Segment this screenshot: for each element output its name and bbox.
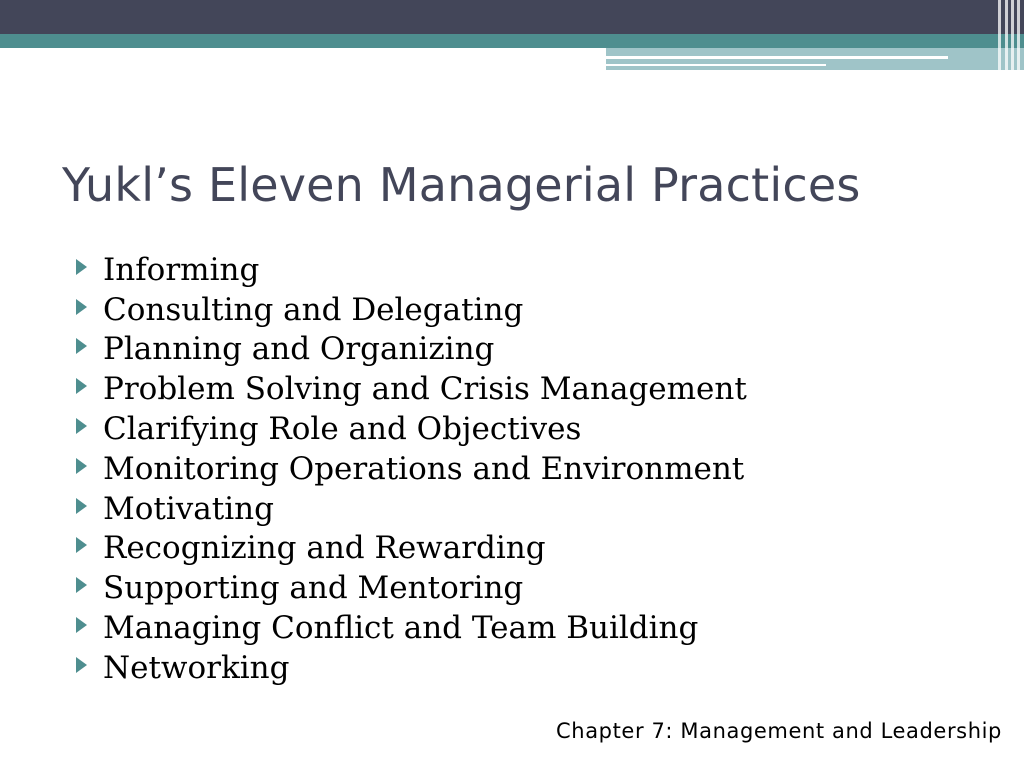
- bullet-item: [76, 409, 747, 449]
- bullet-text: Clarifying Role and Objectives: [103, 411, 582, 448]
- header-stripes: [994, 0, 1024, 70]
- bullet-text: Informing: [103, 251, 260, 288]
- triangle-bullet-icon: [76, 537, 87, 553]
- bullet-item: [76, 608, 747, 648]
- header-light-line: [606, 64, 826, 66]
- triangle-bullet-icon: [76, 299, 87, 315]
- bullet-text: Planning and Organizing: [103, 331, 495, 368]
- header-teal-band: [0, 34, 1024, 48]
- bullet-text: Supporting and Mentoring: [103, 570, 524, 607]
- triangle-bullet-icon: [76, 657, 87, 673]
- triangle-bullet-icon: [76, 498, 87, 514]
- triangle-bullet-icon: [76, 259, 87, 275]
- bullet-item: [76, 250, 747, 290]
- bullet-text: Consulting and Delegating: [103, 291, 524, 328]
- bullet-item: [76, 449, 747, 489]
- header-light-line: [606, 56, 948, 59]
- bullet-text: Managing Conflict and Team Building: [103, 610, 699, 647]
- bullet-item: [76, 330, 747, 370]
- bullet-text: Recognizing and Rewarding: [103, 530, 546, 567]
- bullet-item: [76, 290, 747, 330]
- bullet-text: Monitoring Operations and Environment: [103, 450, 745, 487]
- bullet-text: Motivating: [103, 490, 274, 527]
- header-light-band: [606, 48, 1024, 70]
- triangle-bullet-icon: [76, 617, 87, 633]
- slide-title: Yukl’s Eleven Managerial Practices: [62, 158, 861, 212]
- bullet-item: [76, 648, 747, 688]
- bullet-text: Problem Solving and Crisis Management: [103, 371, 747, 408]
- triangle-bullet-icon: [76, 577, 87, 593]
- bullet-list: [76, 250, 747, 688]
- slide-footer: Chapter 7: Management and Leadership: [556, 719, 1002, 743]
- bullet-item: [76, 529, 747, 569]
- bullet-item: [76, 568, 747, 608]
- triangle-bullet-icon: [76, 338, 87, 354]
- bullet-item: [76, 369, 747, 409]
- triangle-bullet-icon: [76, 378, 87, 394]
- bullet-item: [76, 489, 747, 529]
- bullet-text: Networking: [103, 649, 290, 686]
- header-dark-band: [0, 0, 1024, 34]
- triangle-bullet-icon: [76, 458, 87, 474]
- triangle-bullet-icon: [76, 418, 87, 434]
